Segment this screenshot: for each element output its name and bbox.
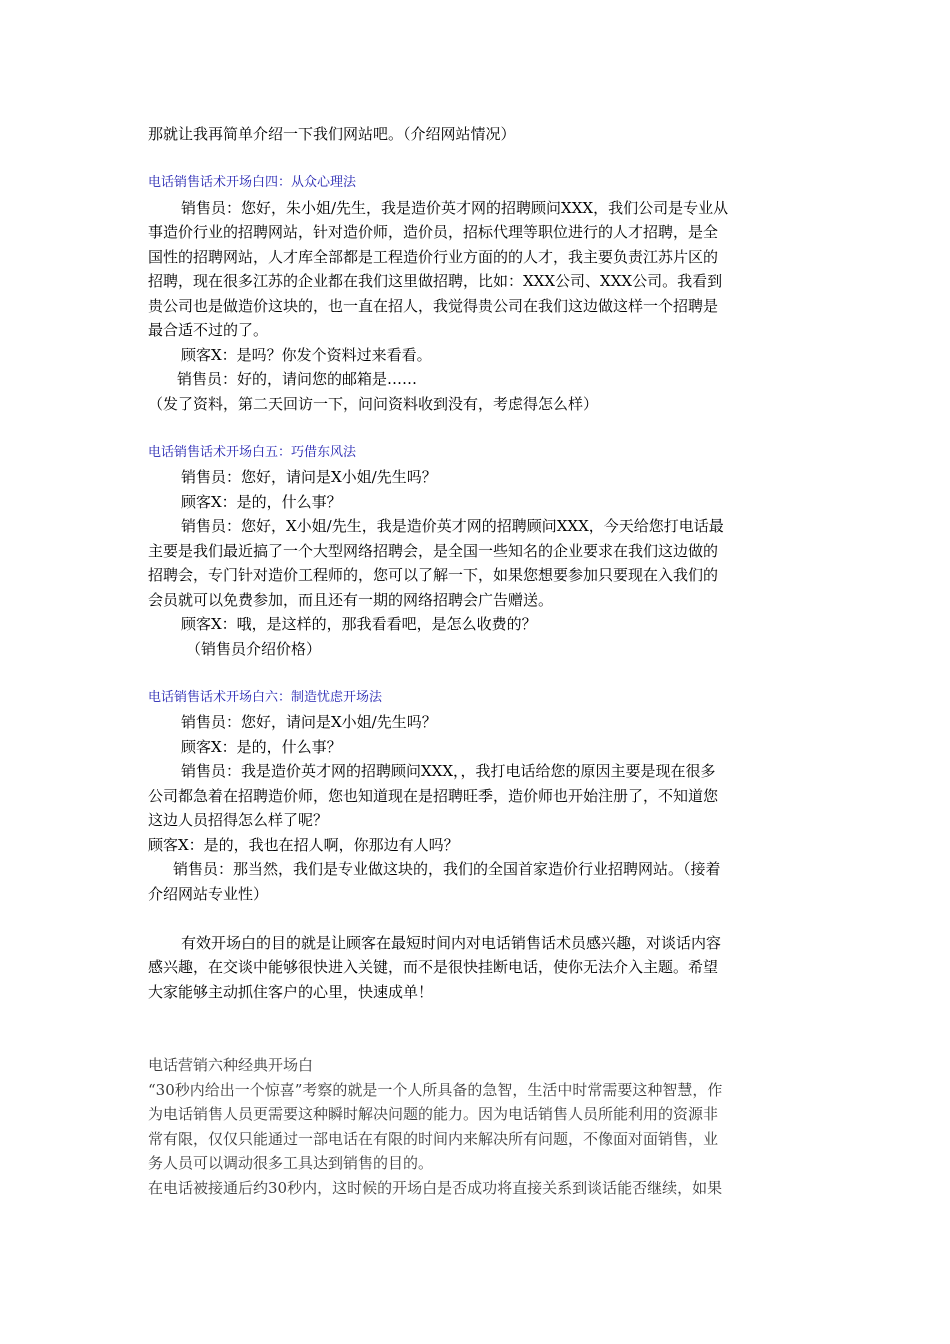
section4-heading: 电话销售话术开场白四：从众心理法 xyxy=(148,175,357,190)
section6-customer-line: 顾客X：是的，什么事？ xyxy=(181,737,342,756)
section6-paragraph-line: 销售员：我是造价英才网的招聘顾问XXX，，我打电话给您的原因主要是现在很多 xyxy=(181,762,716,780)
section5-paragraph-line: 招聘会，专门针对造价工程师的，您可以了解一下，如果您想要参加只要现在入我们的 xyxy=(148,566,719,584)
section6-paragraph-line: 这边人员招得怎么样了呢？ xyxy=(148,811,329,829)
section4-sales-line: 销售员：好的，请问您的邮箱是…… xyxy=(177,370,418,388)
section4-note: （发了资料，第二天回访一下，问问资料收到没有，考虑得怎么样） xyxy=(148,394,599,413)
section6-paragraph-line: 介绍网站专业性） xyxy=(148,884,269,903)
spacer xyxy=(148,147,798,172)
spacer xyxy=(148,416,798,441)
section4-paragraph-line: 事造价行业的招聘网站，针对造价师，造价员，招标代理等职位进行的人才招聘，是全 xyxy=(148,223,719,241)
article-line: 在电话被接通后约30秒内，这时候的开场白是否成功将直接关系到谈话能否继续，如果 xyxy=(148,1178,723,1197)
spacer xyxy=(148,1004,798,1053)
section5-customer-line: 顾客X：是的，什么事？ xyxy=(181,492,342,511)
article-line: 常有限，仅仅只能通过一部电话在有限的时间内来解决所有问题，不像面对面销售，业 xyxy=(148,1129,719,1148)
section5-sales-line: 销售员：您好，请问是X小姐/先生吗？ xyxy=(181,468,437,486)
article-line: 为电话销售人员更需要这种瞬时解决问题的能力。因为电话销售人员所能利用的资源非 xyxy=(148,1105,719,1123)
section6-sales-line: 销售员：您好，请问是X小姐/先生吗？ xyxy=(181,713,437,731)
section4-paragraph-line: 贵公司也是做造价这块的，也一直在招人，我觉得贵公司在我们这边做这样一个招聘是 xyxy=(148,296,719,315)
article-title: 电话营销六种经典开场白 xyxy=(148,1056,314,1074)
spacer xyxy=(148,661,798,686)
section5-paragraph-line: 主要是我们最近搞了一个大型网络招聘会，是全国一些知名的企业要求在我们这边做的 xyxy=(148,541,719,560)
section5-heading: 电话销售话术开场白五：巧借东风法 xyxy=(148,444,357,460)
article-line: 务人员可以调动很多工具达到销售的目的。 xyxy=(148,1154,434,1172)
summary-line: 大家能够主动抓住客户的心里，快速成单！ xyxy=(148,982,434,1001)
summary-line: 感兴趣，在交谈中能够很快进入关键，而不是很快挂断电话，使你无法介入主题。希望 xyxy=(148,958,719,976)
section5-customer-line: 顾客X：哦，是这样的，那我看看吧，是怎么收费的？ xyxy=(181,615,537,633)
section6-paragraph-line: 销售员：那当然，我们是专业做这块的，我们的全国首家造价行业招聘网站。（接着 xyxy=(173,860,721,878)
section4-paragraph-line: 国性的招聘网站，人才库全部都是工程造价行业方面的的人才，我主要负责江苏片区的 xyxy=(148,247,719,266)
section5-paragraph-line: 销售员：您好，X小姐/先生，我是造价英才网的招聘顾问XXX，今天给您打电话最 xyxy=(181,517,724,535)
section6-paragraph-line: 公司都急着在招聘造价师，您也知道现在是招聘旺季，造价师也开始注册了，不知道您 xyxy=(148,786,719,805)
document-body xyxy=(148,122,798,1200)
summary-line: 有效开场白的目的就是让顾客在最短时间内对电话销售话术员感兴趣，对谈话内容 xyxy=(181,933,722,952)
intro-line: 那就让我再简单介绍一下我们网站吧。（介绍网站情况） xyxy=(148,125,516,143)
section5-note: （销售员介绍价格） xyxy=(186,639,322,658)
article-line: “30秒内给出一个惊喜”考察的就是一个人所具备的急智，生活中时常需要这种智慧，作 xyxy=(148,1080,723,1099)
section6-heading: 电话销售话术开场白六：制造忧虑开场法 xyxy=(148,689,383,705)
section4-paragraph-line: 销售员：您好，朱小姐/先生，我是造价英才网的招聘顾问XXX，我们公司是专业从 xyxy=(181,198,729,217)
spacer xyxy=(148,906,798,931)
section4-customer-line: 顾客X：是吗？你发个资料过来看看。 xyxy=(181,345,432,364)
section5-paragraph-line: 会员就可以免费参加，而且还有一期的网络招聘会广告赠送。 xyxy=(148,590,554,609)
section6-customer-line: 顾客X：是的，我也在招人啊，你那边有人吗？ xyxy=(148,835,459,854)
section4-paragraph-line: 招聘，现在很多江苏的企业都在我们这里做招聘，比如：XXX公司、XXX公司。我看到 xyxy=(148,272,723,290)
section4-paragraph-line: 最合适不过的了。 xyxy=(148,321,269,339)
